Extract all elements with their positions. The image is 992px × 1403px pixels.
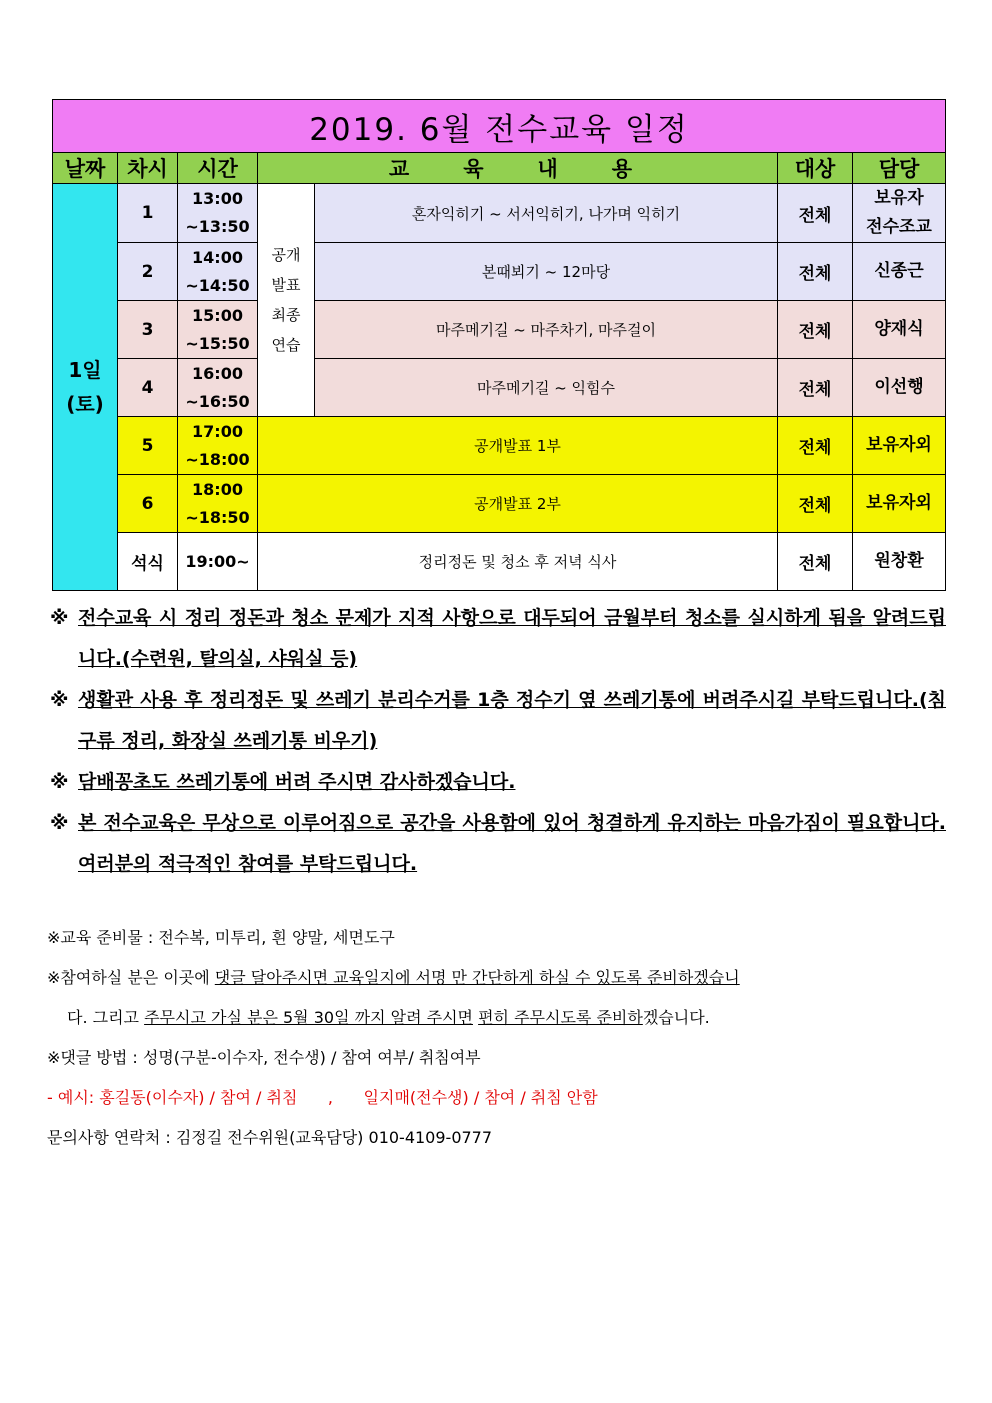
content-cell: 공개발표 2부	[258, 475, 778, 533]
phase-line: 최종	[271, 306, 301, 324]
target-cell: 전체	[778, 533, 853, 591]
target-cell: 전체	[778, 417, 853, 475]
participation-line	[47, 998, 947, 1038]
header-person: 담당	[853, 153, 946, 184]
participation-line	[47, 958, 947, 998]
table-row	[53, 475, 946, 533]
time-cell	[178, 417, 258, 475]
notice-item	[50, 803, 946, 885]
comment-method-line: ※댓글 방법 : 성명(구분-이수자, 전수생) / 참여 여부/ 취침여부	[47, 1048, 481, 1067]
notice-list	[50, 598, 946, 885]
person-line: 보유자	[874, 188, 924, 208]
schedule-title: 2019. 6월 전수교육 일정	[53, 100, 946, 153]
time-cell	[178, 301, 258, 359]
notice-item	[50, 598, 946, 680]
notice-text: 생활관 사용 후 정리정돈 및 쓰레기 분리수거를 1층 정수기 옆 쓰레기통에 버려주시길 부탁드립니다.(침구류 정리, 화장실 쓰레기통 비우기)	[78, 689, 946, 752]
phase-line: 발표	[271, 276, 301, 294]
table-row	[53, 301, 946, 359]
person-cell: 보유자외	[853, 417, 946, 475]
session-number: 석식	[118, 533, 178, 591]
notice-text: 담배꽁초도 쓰레기통에 버려 주시면 감사하겠습니다.	[78, 771, 516, 793]
time-end: ~16:50	[185, 391, 250, 411]
time-end: ~18:50	[185, 507, 250, 527]
table-row	[53, 533, 946, 591]
time-end: ~14:50	[185, 275, 250, 295]
header-date: 날짜	[53, 153, 118, 184]
time-end: ~15:50	[185, 333, 250, 353]
table-row	[53, 243, 946, 301]
date-cell	[53, 184, 118, 591]
table-row	[53, 359, 946, 417]
time-cell	[178, 243, 258, 301]
date-weekday: (토)	[66, 392, 104, 416]
person-line: 전수조교	[866, 217, 932, 237]
person-cell: 원창환	[853, 533, 946, 591]
content-cell: 마주메기길 ~ 익힘수	[315, 359, 778, 417]
info-section	[47, 918, 947, 1158]
session-number: 1	[118, 184, 178, 243]
target-cell: 전체	[778, 359, 853, 417]
participation-text: 겠습니다.	[642, 1008, 710, 1027]
person-cell: 이선행	[853, 359, 946, 417]
notice-text: 본 전수교육은 무상으로 이루어짐으로 공간을 사용함에 있어 청결하게 유지하는 마음가짐이 필요합니다. 여러분의 적극적인 참여를 부탁드립니다.	[78, 812, 946, 875]
table-row	[53, 417, 946, 475]
time-end: ~13:50	[185, 217, 250, 236]
phase-cell	[258, 184, 315, 417]
session-number: 5	[118, 417, 178, 475]
session-number: 3	[118, 301, 178, 359]
schedule-table	[52, 99, 946, 591]
time-end: ~18:00	[185, 449, 250, 469]
date-day: 1일	[68, 358, 102, 382]
time-cell	[178, 359, 258, 417]
contact-line: 문의사항 연락처 : 김정길 전수위원(교육담당) 010-4109-0777	[47, 1128, 493, 1147]
time-start: 16:00	[192, 363, 243, 383]
time-cell	[178, 184, 258, 243]
person-cell: 보유자외	[853, 475, 946, 533]
participation-text: 주무시고 가실 분은 5월 30일 까지 알려 주시면	[144, 1008, 473, 1027]
reference-mark: ※	[50, 689, 69, 711]
reference-mark: ※	[50, 771, 69, 793]
table-row	[53, 184, 946, 243]
session-number: 6	[118, 475, 178, 533]
content-cell: 공개발표 1부	[258, 417, 778, 475]
header-time: 시간	[178, 153, 258, 184]
header-content: 교육내용	[258, 153, 778, 184]
participation-text: 다. 그리고	[67, 1008, 145, 1027]
target-cell: 전체	[778, 243, 853, 301]
content-cell: 혼자익히기 ~ 서서익히기, 나가며 익히기	[315, 184, 778, 243]
person-cell: 신종근	[853, 243, 946, 301]
target-cell: 전체	[778, 475, 853, 533]
time-cell: 19:00~	[178, 533, 258, 591]
participation-text: ※참여하실 분은 이곳에	[47, 968, 215, 987]
time-start: 15:00	[192, 305, 243, 325]
content-cell: 마주메기길 ~ 마주차기, 마주걸이	[315, 301, 778, 359]
person-cell: 양재식	[853, 301, 946, 359]
header-session: 차시	[118, 153, 178, 184]
time-start: 13:00	[192, 189, 243, 208]
target-cell: 전체	[778, 301, 853, 359]
content-cell: 정리정돈 및 청소 후 저녁 식사	[258, 533, 778, 591]
header-target: 대상	[778, 153, 853, 184]
participation-text: 편히 주무시도록 준비하	[478, 1008, 643, 1027]
header-row	[53, 153, 946, 184]
session-number: 2	[118, 243, 178, 301]
time-start: 17:00	[192, 421, 243, 441]
notice-item	[50, 680, 946, 762]
session-number: 4	[118, 359, 178, 417]
notice-text: 전수교육 시 정리 정돈과 청소 문제가 지적 사항으로 대두되어 금월부터 청소를 실시하게 됨을 알려드립니다.(수련원, 탈의실, 샤워실 등)	[78, 607, 946, 670]
supplies-line: ※교육 준비물 : 전수복, 미투리, 흰 양말, 세면도구	[47, 928, 395, 947]
reference-mark: ※	[50, 607, 69, 629]
reference-mark: ※	[50, 812, 69, 834]
time-start: 18:00	[192, 479, 243, 499]
participation-text: 댓글 달아주시면 교육일지에 서명 만 간단하게 하실 수 있도록 준비하겠습니	[214, 968, 740, 987]
content-cell: 본때뵈기 ~ 12마당	[315, 243, 778, 301]
example-line: - 예시: 홍길동(이수자) / 참여 / 취침 , 일지매(전수생) / 참여 / 취침 안함	[47, 1088, 598, 1107]
time-cell	[178, 475, 258, 533]
time-start: 14:00	[192, 247, 243, 267]
target-cell: 전체	[778, 184, 853, 243]
notice-item	[50, 762, 946, 803]
phase-line: 공개	[271, 246, 301, 264]
person-cell	[853, 184, 946, 243]
phase-line: 연습	[271, 336, 301, 354]
